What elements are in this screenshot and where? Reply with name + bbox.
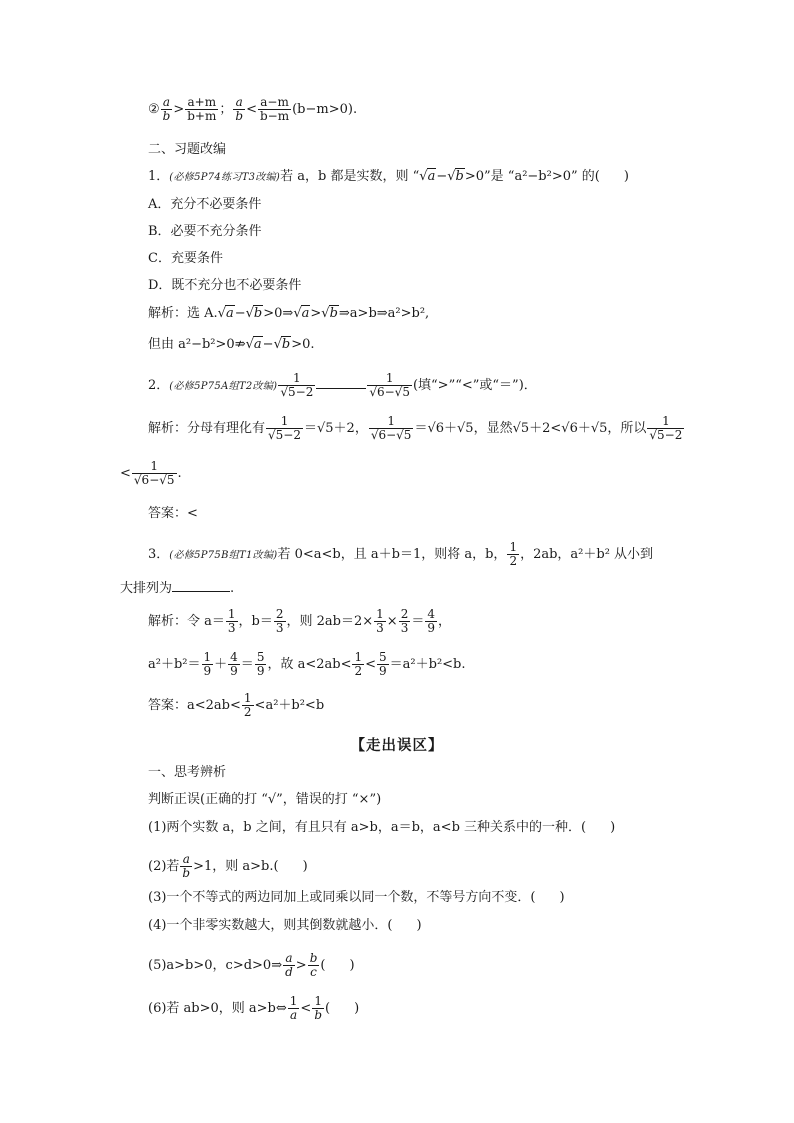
fraction-a-over-b-2: $\frac{a}{b}$ (235, 95, 244, 123)
fraction-am-over-bm: $\frac{a+m}{b+m}$ (187, 95, 217, 123)
q2-solution-line-2: < $\frac{1}{√6-√5}$ . (120, 459, 182, 487)
source-tag: (必修5P75A组T2改编) (169, 380, 278, 392)
item-3: (3)一个不等式的两边同加上或同乘以同一个数，不等号方向不变．( ) (148, 890, 565, 905)
fraction-amm-over-bmm: $\frac{a-m}{b-m}$ (259, 95, 290, 123)
item-5: (5)a>b>0，c>d>0⇒ $\frac{a}{d}$ > $\frac{b}{c}$ ( ) (148, 951, 355, 979)
item-4: (4)一个非零实数越大，则其倒数就越小．( ) (148, 918, 422, 933)
option-c: C．充要条件 (148, 251, 223, 266)
section-heading: 【走出误区】 (350, 738, 444, 754)
q3-solution-line-1: 解析：令 a＝ $\frac{1}{3}$ ，b＝ $\frac{2}{3}$ ，则 2ab＝2× $\frac{1}{3}$ × $\frac{2}{3}$ ＝ $\frac{4}{9}$ ， (148, 607, 451, 635)
judge-instruction: 判断正误(正确的打 “√”，错误的打 “×”) (148, 792, 382, 807)
fraction-1-over-r5m2: $\frac{1}{√5-2}$ (280, 371, 314, 399)
q2-answer: 答案：< (148, 506, 198, 521)
q1-solution-line-2: 但由 a²−b²>0⇏√a−√b>0. (148, 337, 315, 352)
option-a: A．充分不必要条件 (148, 197, 262, 212)
q3-solution-line-2: a²＋b²＝ $\frac{1}{9}$ ＋ $\frac{4}{9}$ ＝ $\frac{5}{9}$ ，故 a<2ab< $\frac{1}{2}$ < $\frac{5}{9}$ ＝a²＋b²<b. (148, 650, 466, 678)
question-3-cont: 大排列为 . (120, 581, 235, 596)
q2-solution-line-1: 解析：分母有理化有 $\frac{1}{√5-2}$ ＝√5＋2， $\frac{1}{√6-√5}$ ＝√6＋√5，显然√5＋2<√6＋√5，所以 $\frac{1}{√5-2}$ (148, 414, 683, 442)
fraction-1-over-r6mr5: $\frac{1}{√6-√5}$ (369, 371, 410, 399)
q1-solution-line-1: 解析：选 A.√a−√b>0⇒√a>√b⇒a>b⇒a²>b², (148, 306, 430, 321)
question-3: 3．(必修5P75B组T1改编)若 0<a<b，且 a＋b＝1，则将 a，b， $\frac{1}{2}$ ，2ab，a²＋b² 从小到 (148, 540, 654, 568)
condition-text: (b−m>0). (292, 101, 358, 117)
option-d: D．既不充分也不必要条件 (148, 278, 302, 293)
section-title-exercises: 二、习题改编 (148, 142, 227, 157)
source-tag: (必修5P74练习T3改编) (169, 172, 281, 183)
item-2: (2)若 $\frac{a}{b}$ >1，则 a>b.( ) (148, 852, 308, 880)
source-tag: (必修5P75B组T1改编) (169, 549, 278, 561)
question-1: 1．(必修5P74练习T3改编)若 a，b 都是实数，则 “√a−√b>0”是 “a²−b²>0” 的( ) (148, 169, 629, 184)
circled-number: ② (148, 101, 160, 117)
fraction-a-over-b: $\frac{a}{b}$ (162, 95, 171, 123)
option-b: B．必要不充分条件 (148, 224, 262, 239)
q3-answer: 答案：a<2ab< $\frac{1}{2}$ <a²＋b²<b (148, 691, 325, 719)
item-6: (6)若 ab>0，则 a>b⇔ $\frac{1}{a}$ < $\frac{1}{b}$ ( ) (148, 994, 360, 1022)
answer-blank (172, 591, 230, 592)
formula-line-2: ② $\frac{a}{b}$ > $\frac{a+m}{b+m}$ ； $\frac{a}{b}$ < $\frac{a-m}{b-m}$ (b−m>0). (148, 95, 358, 123)
answer-blank (316, 388, 366, 389)
section-title-thinking: 一、思考辨析 (148, 765, 227, 780)
question-2: 2．(必修5P75A组T2改编) $\frac{1}{√5-2}$ $\frac{1}{√6-√5}$ (填“>”“<”或“＝”)． (148, 371, 537, 399)
item-1: (1)两个实数 a，b 之间，有且只有 a>b，a＝b，a<b 三种关系中的一种．( ) (148, 820, 616, 835)
